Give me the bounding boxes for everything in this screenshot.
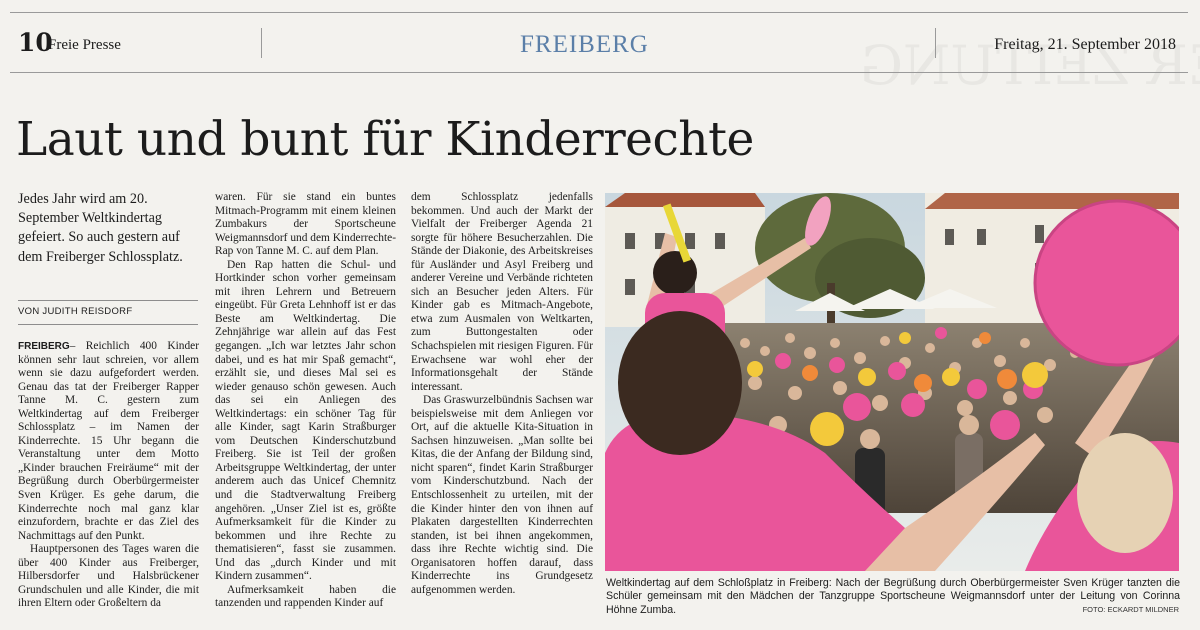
byline-rule-top [18, 300, 198, 301]
paragraph-text: – Reichlich 400 Kinder können sehr laut schreien, vor allem wenn sie dazu aufgefordert werden. Genau das tat der Freiberger Rapper Tanne M. C. gestern zum Weltkindertag auf dem Freiberger Schlossplatz – im Namen der Kinderrechte. 15 Uhr begann die Veranstaltung unter dem Motto „Kinder brauchen Freiräume“ mit der Begrüßung durch Oberbürgermeister Sven Krüger. Es gehe darum, die Kinderrechte noch mal ganz klar einzufordern, brachte er das Ziel des Nachmittags auf den Punkt. [18, 340, 199, 542]
article-paragraph: dem Schlossplatz jedenfalls bekommen. Und auch der Markt der Vielfalt der Freiberger Agenda 21 sorgte für höhere Besucherzahlen. Die Stände der Diakonie, des Arbeitskreises für Ausländer und Asyl Freiberg und anderer Vereine und Verbände richteten sich an Besucher jeden Alters. Für Kinder gab es Mitmach-Angebote, etwa zum Ausmalen von Weltkarten, zum Buttongestalten oder Schachspielen mit riesigen Figuren. Für Erwachsene war wohl eher der Informationsgehalt der Stände interessant. [411, 191, 593, 393]
header-divider-right [935, 28, 936, 58]
section-title: FREIBERG [520, 31, 649, 58]
header-bottom-rule [10, 72, 1188, 73]
article-paragraph: Hauptpersonen des Tages waren die über 400 Kinder aus Freiberger, Hilbersdorfer und Halsbrückener Grundschulen und alle Kinder, die mit ihren Eltern oder Großeltern da [18, 543, 199, 610]
photo-caption: Weltkindertag auf dem Schloßplatz in Freiberg: Nach der Begrüßung durch Oberbürgermeister Sven Krüger tanzten die Schüler gemeinsam mit den Mädchen der Tanzgruppe Sportscheune Weigmannsdorf unter der Leitung von Corinna Höhne Zumba. [606, 577, 1180, 616]
header-divider-left [261, 28, 262, 58]
byline: VON JUDITH REISDORF [18, 306, 133, 317]
article-paragraph: Den Rap hatten die Schul- und Hortkinder schon vorher gemeinsam mit ihren Lehrern und Betreuern eingeübt. Für Greta Lehnhoff ist er das Beste am Weltkindertag. Die Zehnjährige war allein auf das Fest gegangen. „Ich war letztes Jahr schon dabei, und es hat mir Spaß gemacht“, erzählt sie, und dieses Mal sei es wieder genauso schön gewesen. Auch das sei ein Anliegen des Weltkindertags: ein schöner Tag für alle Kinder, sagt Karin Straßburger vom Deutschen Kinderschutzbund Freiberg. Sie ist Teil der großen Arbeitsgruppe Weltkindertag, der unter anderem auch das Unicef Chemnitz und die Stadtverwaltung Freiberg angehören. „Unser Ziel ist es, größte Aufmerksamkeit für die Kinder zu bekommen und ihre Rechte zu thematisieren“, fasst sie zusammen. Und das „durch Kinder und mit Kindern zusammen“. [215, 258, 396, 583]
byline-rule-bottom [18, 324, 198, 325]
header-top-rule [10, 12, 1188, 13]
article-paragraph: Das Graswurzelbündnis Sachsen war beispielsweise mit dem Anliegen vor Ort, auf die aktuelle Kita-Situation in Sachsen hinzuweisen. „Man sollte bei Kitas, die der Anfang der Bildung sind, nicht sparen“, findet Karin Straßburger vom Kinderschutzbund. Nach der Entschlossenheit zu urteilen, mit der die Kinder hinter den von ihnen auf Plakaten dargestellten Kinderrechten standen, ist bei ihnen angekommen, dass ihre Rechte wichtig sind. Die Organisatoren hoffen darauf, dass Kinderrechte ins Grundgesetz aufgenommen werden. [411, 394, 593, 596]
article-lead: Jedes Jahr wird am 20. September Weltkindertag gefeiert. So auch gestern auf dem Freiberger Schlossplatz. [18, 191, 183, 265]
article-column-1 [18, 340, 199, 611]
page-number: 10 [18, 28, 53, 57]
article-paragraph: Aufmerksamkeit haben die tanzenden und rappenden Kinder auf [215, 583, 396, 610]
dateline: FREIBERG [18, 341, 70, 352]
article-paragraph: waren. Für sie stand ein buntes Mitmach-Programm mit einem kleinen Zumbakurs der Sportscheune Weigmannsdorf und dem Kinderrechte-Rap von Tanne M. C. auf dem Plan. [215, 191, 396, 258]
article-headline: Laut und bunt für Kinderrechte [16, 112, 754, 167]
article-column-2 [215, 191, 396, 611]
article-column-3 [411, 191, 593, 597]
article-photo [605, 193, 1179, 571]
photo-illustration [605, 193, 1179, 571]
article-paragraph [18, 340, 199, 543]
issue-date: Freitag, 21. September 2018 [994, 36, 1176, 53]
paper-name: Freie Presse [48, 37, 121, 53]
photo-credit: FOTO: ECKARDT MILDNER [1082, 605, 1179, 614]
